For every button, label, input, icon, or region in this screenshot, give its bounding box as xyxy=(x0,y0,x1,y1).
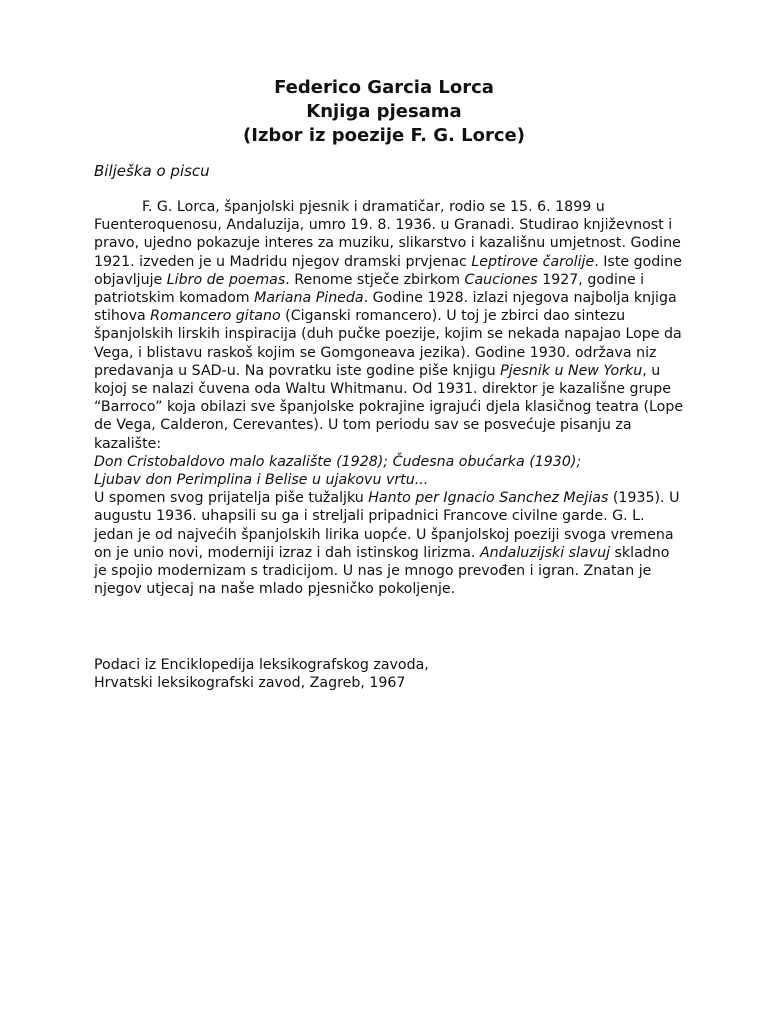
text-segment: U spomen svog prijatelja piše tužaljku xyxy=(94,490,369,507)
work-title: Hanto per Ignacio Sanchez Mejias xyxy=(368,490,609,507)
text-segment: skladno je spojio modernizam s tradicijom. U nas je mnogo prevođen i igran. Znatan je njegov utjecaj na naše mlado pjesničko pokoljenje. xyxy=(94,544,670,598)
work-title: Libro de poemas xyxy=(166,271,286,288)
text-segment: , u kojoj se nalazi čuvena oda Waltu Whitmanu. Od 1931. direktor je kazališne grupe “Barroco” koja obilazi sve španjolske pokrajine igrajući djela klasičnog teatra (Lope de Vega, Calderon, Cerevantes). U tom periodu sav se posvećuje pisanju za kazalište: xyxy=(94,362,684,452)
source-citation xyxy=(94,656,429,692)
title-block xyxy=(0,76,768,148)
work-title: Mariana Pineda xyxy=(254,290,364,307)
works-line: Ljubav don Perimplina i Belise u ujakovu vrtu... xyxy=(94,472,429,489)
works-list xyxy=(94,453,684,489)
text-segment: 1927, godine i patriotskim komadom xyxy=(94,271,645,307)
citation-line: Podaci iz Enciklopedija leksikografskog zavoda, xyxy=(94,657,429,673)
text-segment: . Renome stječe zbirkom xyxy=(285,271,465,288)
text-segment: (Ciganski romancero). U toj je zbirci dao sintezu španjolskih lirskih inspiracija (duh pučke poezije, kojim se nekada napajao Lope da Vega, i blistavu raskoš kojim se Gomgoneava jezika). Godine 1930. održava niz predavanja u SAD-u. Na povratku iste godine piše knjigu xyxy=(94,308,682,379)
title-subtitle: (Izbor iz poezije F. G. Lorce) xyxy=(243,125,525,146)
biography-text xyxy=(94,198,684,598)
work-title: Leptirove čarolije xyxy=(471,253,595,270)
section-heading: Bilješka o piscu xyxy=(94,162,210,180)
text-segment: (1935). U augustu 1936. uhapsili su ga i streljali pripadnici Francove civilne garde. G. L. jedan je od najvećih španjolskih lirika uopće. U španjolskoj poeziji svoga vremena on je unio novi, moderniji izraz i dah istinskog lirizma. xyxy=(94,490,680,561)
text-segment: . Godine 1928. izlazi njegova najbolja knjiga stihova xyxy=(94,290,677,325)
biography-paragraph xyxy=(94,198,684,453)
title-book: Knjiga pjesama xyxy=(306,101,462,122)
work-title: Romancero gitano xyxy=(150,308,281,325)
text-segment: . Iste godine objavljuje xyxy=(94,253,682,288)
citation-line: Hrvatski leksikografski zavod, Zagreb, 1967 xyxy=(94,675,406,692)
biography-paragraph xyxy=(94,489,684,598)
text-segment: F. G. Lorca, španjolski pjesnik i dramatičar, rodio se 15. 6. 1899 u Fuenteroquenosu, Andaluzija, umro 19. 8. 1936. u Granadi. Studirao književnost i pravo, ujedno pokazuje interes za muziku, slikarstvo i kazališnu umjetnost. Godine 1921. izveden je u Madridu njegov dramski prvjenac xyxy=(94,199,681,270)
works-line: Don Cristobaldovo malo kazalište (1928); Čudesna obućarka (1930); xyxy=(94,453,582,470)
work-title: Cauciones xyxy=(464,271,538,288)
work-title: Andaluzijski slavuj xyxy=(479,544,611,561)
title-author: Federico Garcia Lorca xyxy=(274,77,494,98)
work-title: Pjesnik u New Yorku xyxy=(500,362,643,379)
